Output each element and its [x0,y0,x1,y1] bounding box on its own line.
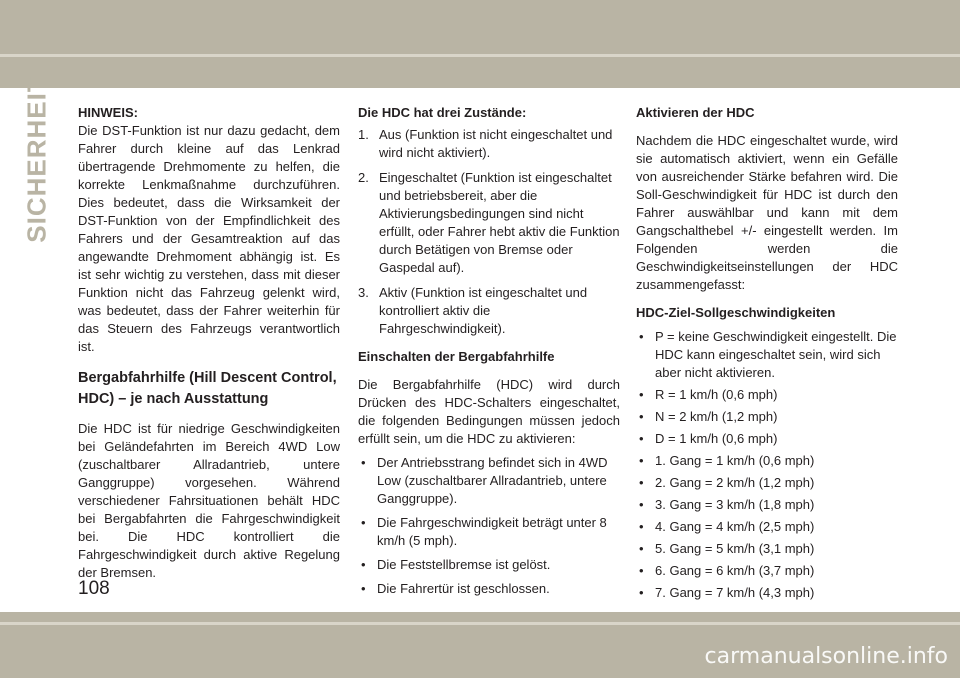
list-item [636,430,898,448]
list-item [636,496,898,514]
column-3 [636,104,898,606]
bullet-icon: • [639,541,644,556]
bullet-icon: • [639,453,644,468]
list-item [358,514,620,550]
list-number: 1. [358,127,369,142]
speeds-list [636,328,898,602]
note-text: Die DST-Funktion ist nur dazu gedacht, dem Fahrer durch kleine auf das Lenkrad übertragende Drehmomente zu helfen, die korrekte Lenkmaßnahme durchzuführen. Dies bedeutet, dass die Wirksamkeit der DST-Funktion von der Empfindlichkeit des Fahrers und der Gesamtreaktion auf das angewandte Drehmoment abhängig ist. Es ist sehr wichtig zu verstehen, dass mit dieser Funktion nicht das Fahrzeug gelenkt wird, was bedeutet, dass der Fahrer weiterhin für das Steuern des Fahrzeugs verantwortlich ist. [78,123,340,354]
list-text: 7. Gang = 7 km/h (4,3 mph) [655,585,815,600]
target-title: HDC-Ziel-Sollgeschwindigkeiten [636,305,836,320]
column-2 [358,104,620,604]
bullet-icon: • [639,497,644,512]
list-text: 6. Gang = 6 km/h (3,7 mph) [655,563,815,578]
list-item [636,518,898,536]
list-item [358,580,620,598]
list-text: Die Fahrertür ist geschlossen. [377,581,550,596]
note-title: HINWEIS: [78,105,138,120]
bullet-icon: • [639,387,644,402]
list-text: D = 1 km/h (0,6 mph) [655,431,778,446]
list-text: 2. Gang = 2 km/h (1,2 mph) [655,475,815,490]
bullet-icon: • [639,475,644,490]
list-item [636,474,898,492]
bullet-icon: • [639,329,644,344]
bullet-icon: • [639,585,644,600]
column-1 [78,104,340,582]
list-text: 5. Gang = 5 km/h (3,1 mph) [655,541,815,556]
list-text: Aktiv (Funktion ist eingeschaltet und kontrolliert aktiv die Fahrgeschwindigkeit). [379,285,588,336]
footer-stripe [0,622,960,625]
section-heading: Bergabfahrhilfe (Hill Descent Control, HDC) – je nach Ausstattung [78,370,337,407]
bullet-icon: • [639,431,644,446]
list-item [358,284,620,338]
watermark: carmanualsonline.info [704,644,948,669]
bullet-icon: • [639,409,644,424]
bullet-icon: • [361,557,366,572]
activate-title: Aktivieren der HDC [636,105,755,120]
list-number: 3. [358,285,369,300]
states-list [358,126,620,338]
activate-text: Nachdem die HDC eingeschaltet wurde, wird sie automatisch aktiviert, wenn ein Gefälle von ausreichender Stärke befahren wird. Die Soll-Geschwindigkeit für HDC ist durch den Fahrer auswählbar und kann mit dem Gangschalthebel +/- eingestellt werden. Im Folgenden werden die Geschwindigkeitseinstellungen der HDC zusammengefasst: [636,133,898,292]
bullet-icon: • [361,581,366,596]
list-text: 3. Gang = 3 km/h (1,8 mph) [655,497,815,512]
conditions-list [358,454,620,598]
list-text: 4. Gang = 4 km/h (2,5 mph) [655,519,815,534]
bullet-icon: • [639,519,644,534]
list-text: 1. Gang = 1 km/h (0,6 mph) [655,453,815,468]
list-item [636,408,898,426]
list-item [636,452,898,470]
list-item [358,126,620,162]
list-item [636,328,898,382]
list-text: Eingeschaltet (Funktion ist eingeschaltet und betriebsbereit, aber die Aktivierungsbedingungen sind nicht erfüllt, oder Fahrer hebt aktiv die Funktion durch Betätigen von Bremse oder Gaspedal auf). [379,170,620,275]
header-band [0,0,960,88]
section-tab-label: SICHERHEIT [21,75,52,243]
list-item [636,584,898,602]
enable-title: Einschalten der Bergabfahrhilfe [358,349,555,364]
bullet-icon: • [361,455,366,470]
list-text: Aus (Funktion ist nicht eingeschaltet und wird nicht aktiviert). [379,127,613,160]
page-number: 108 [78,578,110,599]
list-item [358,454,620,508]
list-text: R = 1 km/h (0,6 mph) [655,387,778,402]
list-text: N = 2 km/h (1,2 mph) [655,409,778,424]
list-item [358,556,620,574]
list-item [636,562,898,580]
list-item [636,386,898,404]
list-item [358,169,620,277]
list-text: Die Feststellbremse ist gelöst. [377,557,551,572]
states-title: Die HDC hat drei Zustände: [358,105,527,120]
list-number: 2. [358,170,369,185]
list-item [636,540,898,558]
section-body: Die HDC ist für niedrige Geschwindigkeiten bei Geländefahrten im Bereich 4WD Low (zuschaltbarer Allradantrieb, untere Ganggruppe) vorgesehen. Während verschiedener Fahrsituationen behält HDC bei Bergabfahrten die Fahrgeschwindigkeit bei. Die HDC kontrolliert die Fahrgeschwindigkeit durch aktive Regelung der Bremsen. [78,421,340,580]
bullet-icon: • [361,515,366,530]
section-tab [14,75,60,243]
enable-text: Die Bergabfahrhilfe (HDC) wird durch Drücken des HDC-Schalters eingeschaltet, die folgenden Bedingungen müssen jedoch erfüllt sein, um die HDC zu aktivieren: [358,377,620,446]
list-text: Die Fahrgeschwindigkeit beträgt unter 8 km/h (5 mph). [377,515,607,548]
list-text: Der Antriebsstrang befindet sich in 4WD Low (zuschaltbarer Allradantrieb, untere Ganggruppe). [377,455,608,506]
header-stripe [0,54,960,57]
bullet-icon: • [639,563,644,578]
list-text: P = keine Geschwindigkeit eingestellt. Die HDC kann eingeschaltet sein, wird sich aber nicht aktivieren. [655,329,897,380]
